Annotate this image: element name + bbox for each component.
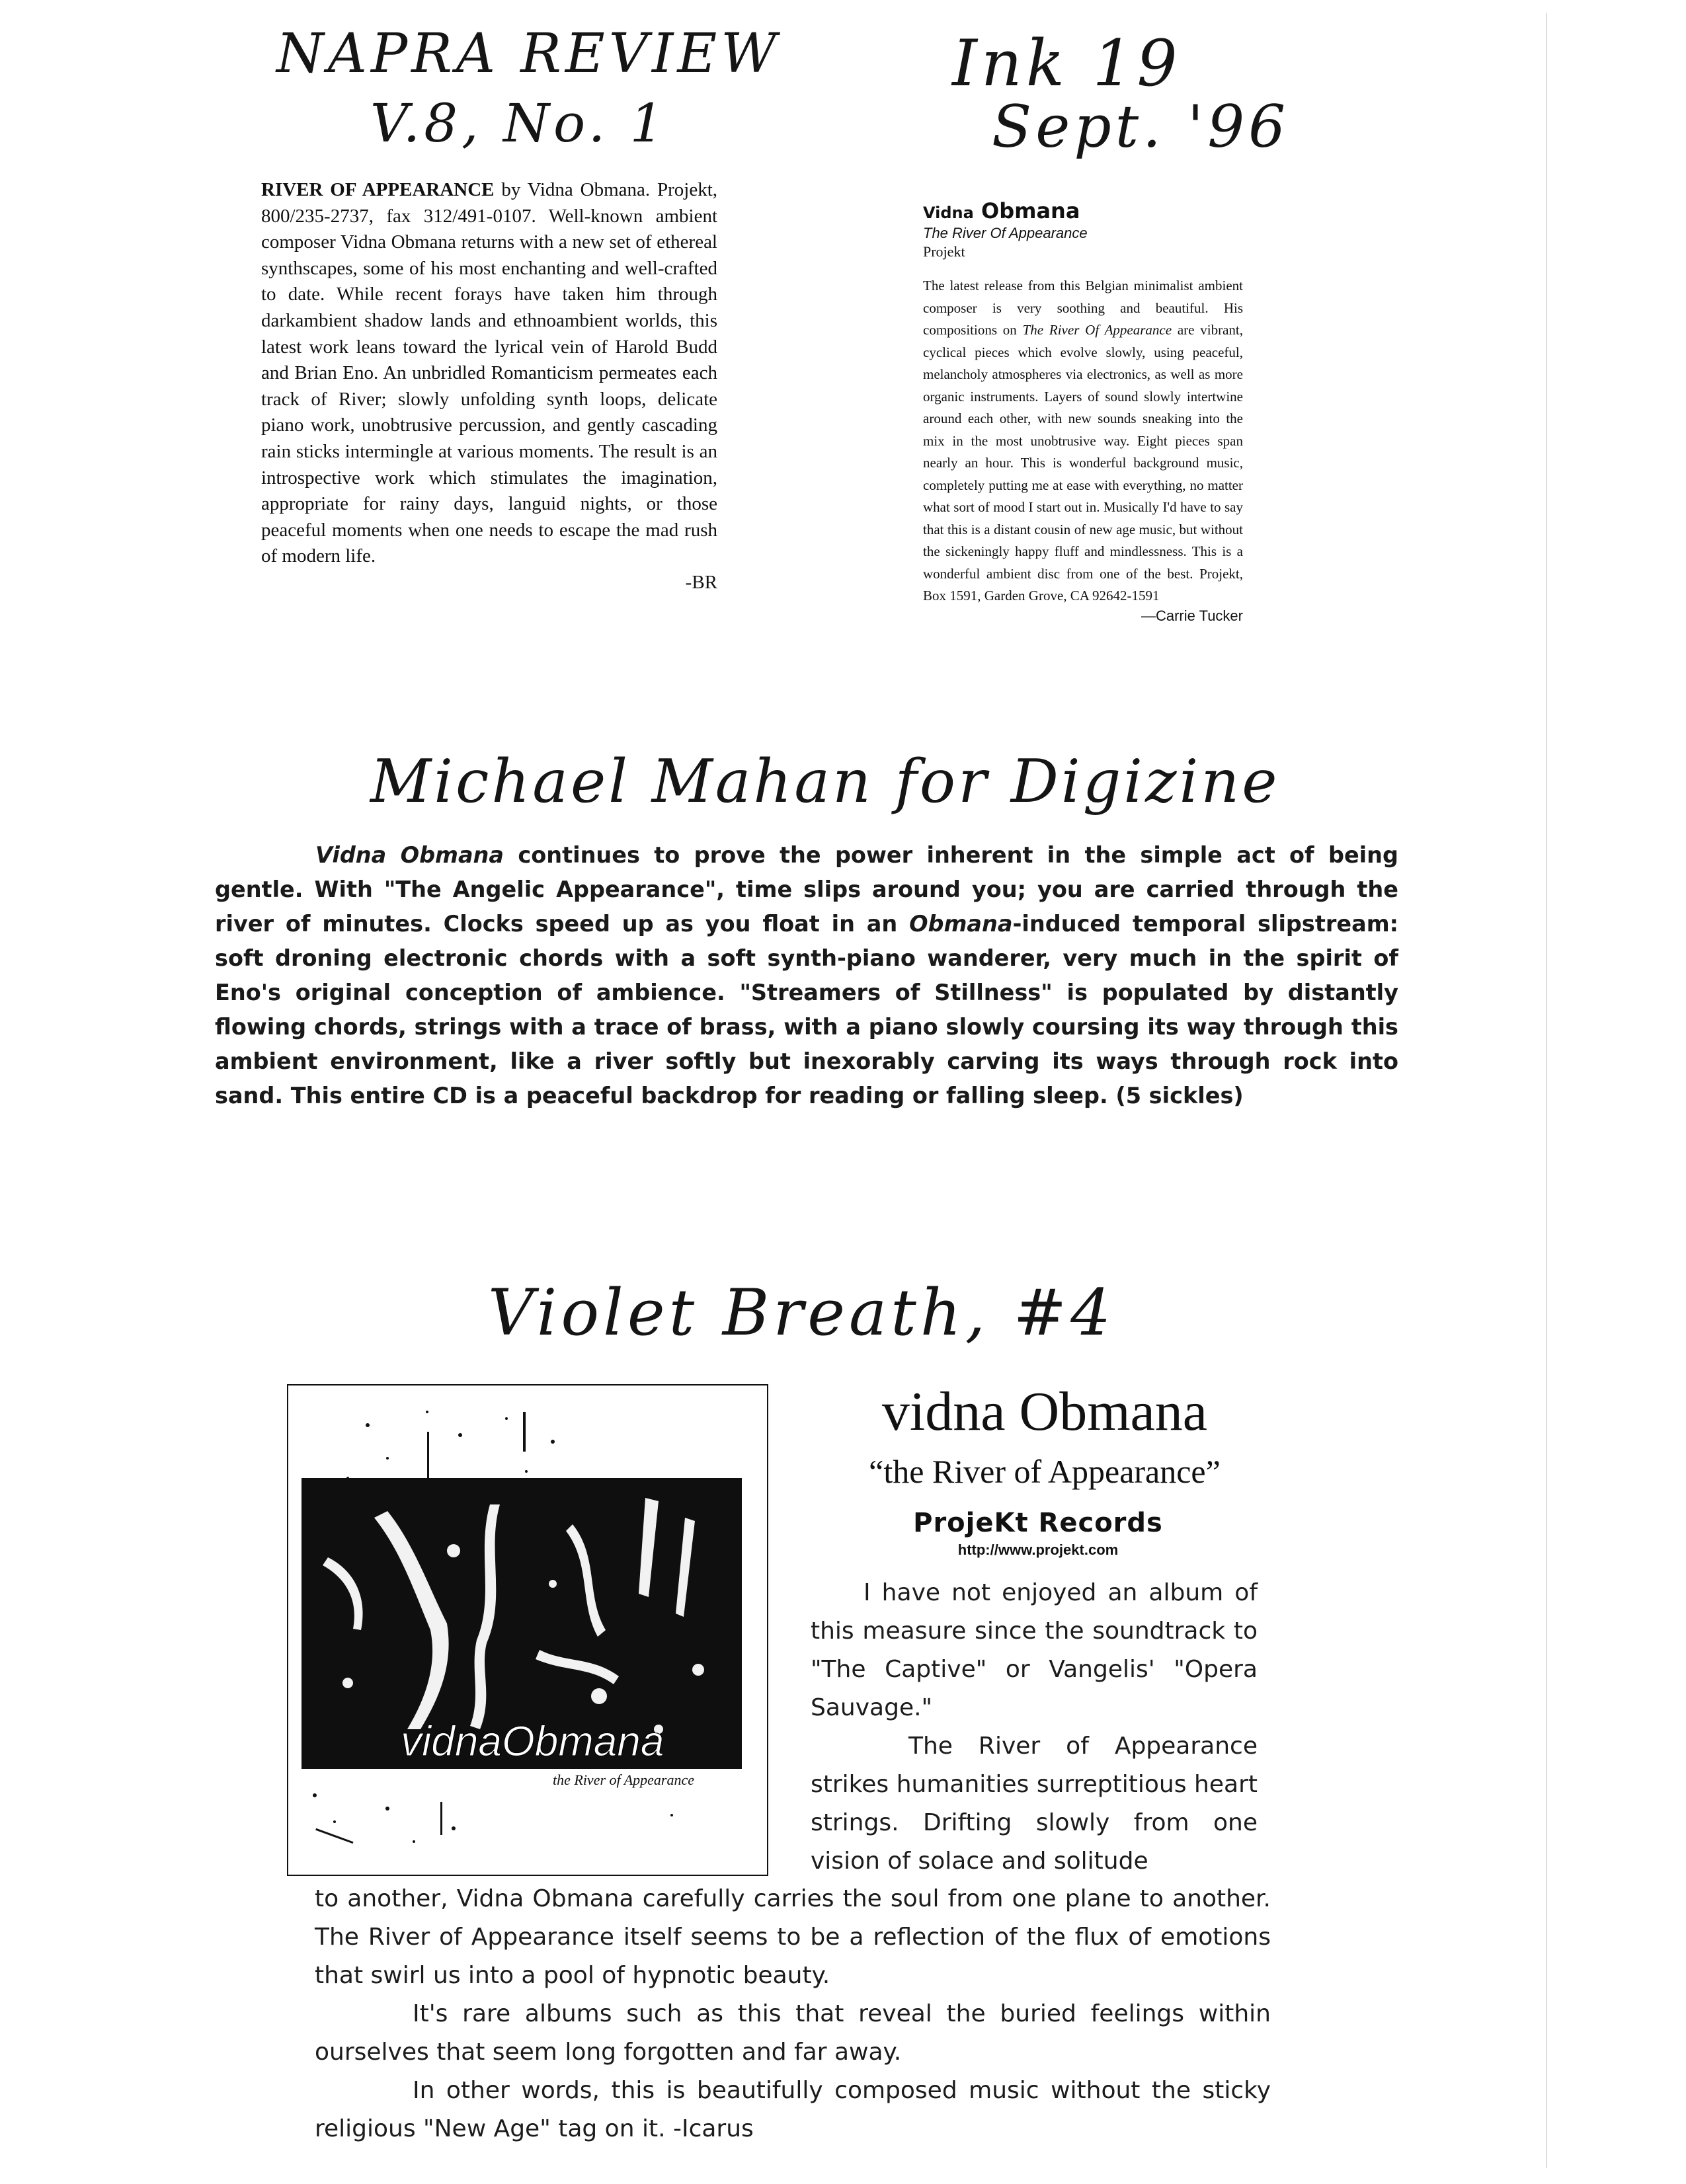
cover-artist-text: vidnaObmana (401, 1717, 664, 1765)
violet-breath-bottom-text (315, 1880, 1271, 2148)
violet-breath-artist: vidna Obmana (881, 1381, 1208, 1442)
violet-breath-right-text (811, 1574, 1258, 1881)
violet-breath-album: “the River of Appearance” (869, 1453, 1221, 1490)
digizine-body-part2: -induced temporal slipstream: soft droning electronic chords with a soft synth-piano wanderer, very much in the spirit of Eno's original conception of ambience. "Streamers of Stillness" is populated by distantly flowing chords, strings with a trace of brass, with a piano slowly coursing its way through this ambient environment, like a river softly but inexorably carving its ways through rock into sand. This entire CD is a peaceful backdrop for reading or falling sleep. (5 sickles) (215, 911, 1399, 1109)
violet-breath-url: http://www.projekt.com (957, 1541, 1119, 1558)
cover-album-text: the River of Appearance (553, 1772, 695, 1788)
digizine-body-part1: continues to prove the power inherent in the simple act of being gentle. With "The Angelic Appearance", time slips around you; you are carried through the river of minutes. Clocks speed up as you float in an (215, 842, 1398, 937)
handwritten-napra-title: NAPRA REVIEW (276, 22, 781, 85)
handwritten-digizine: Michael Mahan for Digizine (370, 747, 1280, 816)
ink19-artist (923, 198, 1243, 223)
violet-breath-paragraph-2-end: to another, Vidna Obmana carefully carries the soul from one plane to another. The River of Appearance itself seems to be a reflection of the flux of emotions that swirl us into a pool of hypnotic beauty. (315, 1885, 1271, 1989)
digizine-artist-short: Obmana (909, 911, 1013, 937)
napra-body: by Vidna Obmana. Projekt, 800/235-2737, fax 312/491-0107. Well-known ambient composer Vidna Obmana returns with a new set of ethereal synthscapes, some of his most enchanting and well-crafted to date. While recent forays have taken him through darkambient shadow lands and ethnoambient worlds, this latest work leans toward the lyrical vein of Harold Budd and Brian Eno. An unbridled Romanticism permeates each track of River; slowly unfolding synth loops, delicate piano work, unobtrusive percussion, and gently cascading rain sticks intermingle at various moments. The result is an introspective work which stimulates the imagination, appropriate for rainy days, languid nights, or those peaceful moments when one needs to escape the mad rush of modern life. (261, 179, 718, 567)
ink19-review (923, 198, 1243, 625)
page-edge-line (1546, 13, 1547, 2168)
violet-breath-paragraph-2-start: The River of Appearance strikes humanities surreptitious heart strings. Drifting slowly from one vision of solace and solitude (811, 1733, 1258, 1875)
digizine-review (215, 838, 1398, 1113)
handwritten-ink19-date: Sept. '96 (992, 93, 1290, 161)
ink19-body (923, 275, 1243, 607)
album-cover-image (287, 1384, 768, 1876)
ink19-artist-first: Vidna (923, 204, 974, 222)
violet-breath-label: ProjeKt Records (913, 1508, 1163, 1538)
handwritten-ink19: Ink 19 (952, 26, 1182, 100)
handwritten-violet-breath: Violet Breath, #4 (488, 1276, 1115, 1350)
album-cover-art (288, 1385, 767, 1875)
ink19-artist-last: Obmana (981, 198, 1080, 223)
handwritten-napra-volume: V.8, No. 1 (370, 93, 668, 154)
ink19-body-part2: are vibrant, cyclical pieces which evolve slowly, using peaceful, melancholy atmospheres via electronics, as well as more organic instruments. Layers of sound slowly intertwine around each other, with new sounds sneaking into the mix in the most unobtrusive way. Eight pieces span nearly an hour. This is wonderful background music, completely putting me at ease with everything, no matter what sort of mood I start out in. Musically I'd have to say that this is a distant cousin of new age music, but without the sickeningly happy fluff and mindlessness. This is a wonderful ambient disc from one of the best. Projekt, Box 1591, Garden Grove, CA 92642-1591 (923, 322, 1243, 604)
ink19-body-album: The River Of Appearance (1022, 322, 1172, 338)
digizine-artist: Vidna Obmana (315, 842, 504, 868)
ink19-body-part1: The latest release from this Belgian minimalist ambient composer is very soothing and beautiful. His compositions on (923, 278, 1243, 338)
violet-breath-paragraph-1: I have not enjoyed an album of this measure since the soundtrack to "The Captive" or Vangelis' "Opera Sauvage." (811, 1579, 1258, 1721)
napra-signature: -BR (685, 571, 717, 593)
ink19-label: Projekt (923, 243, 965, 260)
ink19-album: The River Of Appearance (923, 225, 1088, 241)
ink19-author: —Carrie Tucker (1141, 607, 1243, 624)
violet-breath-paragraph-4: In other words, this is beautifully composed music without the sticky religious "New Age" tag on it. -Icarus (315, 2077, 1271, 2142)
violet-breath-paragraph-3: It's rare albums such as this that reveal the buried feelings within ourselves that seem long forgotten and far away. (315, 2000, 1271, 2066)
napra-review (261, 177, 717, 596)
napra-title: RIVER OF APPEARANCE (261, 179, 495, 200)
